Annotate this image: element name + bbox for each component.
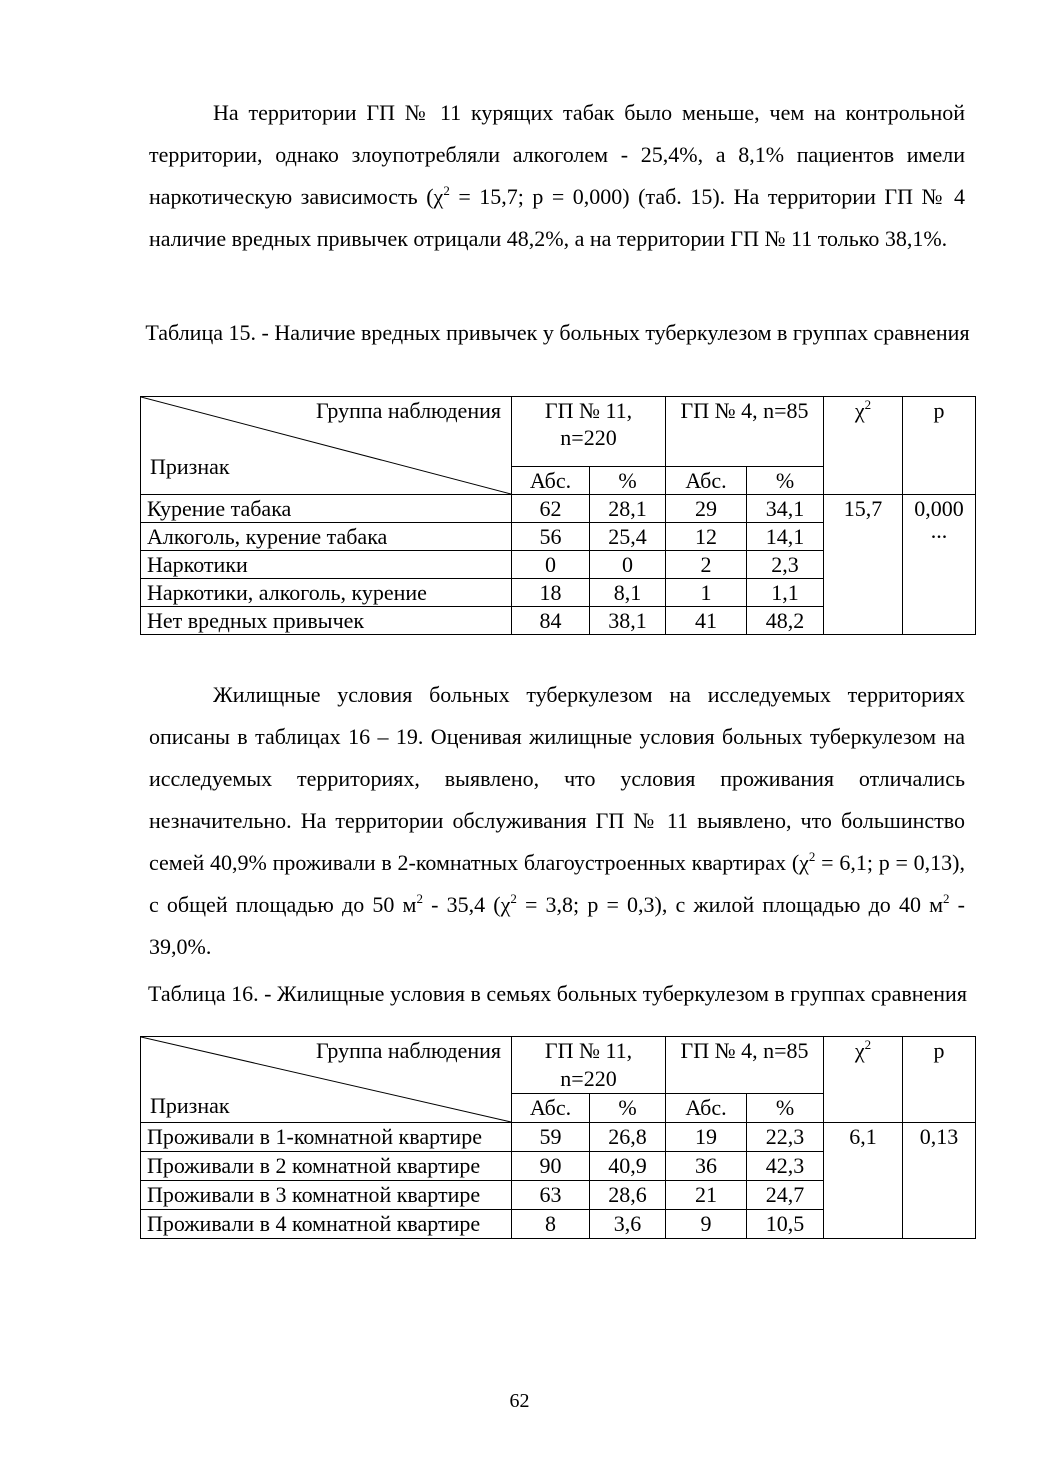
table1-header-row bbox=[141, 397, 976, 467]
table2-header-row bbox=[141, 1037, 976, 1094]
para1-text1: На территории ГП № 11 курящих табак было меньше, чем на контрольной территории, однако злоупотребляли алкоголем - 25,4%, а 8,1% пациентов имели наркотическую зависимость (χ bbox=[149, 100, 965, 209]
table2-gp4-header: ГП № 4, n=85 bbox=[666, 1037, 824, 1094]
table1-p-header: р bbox=[903, 397, 976, 495]
table2-group-label: Группа наблюдения bbox=[316, 1038, 501, 1063]
paragraph-housing bbox=[149, 674, 965, 968]
table2-p-header: р bbox=[903, 1037, 976, 1123]
abs-gp11: 18 bbox=[512, 579, 590, 607]
para2-sup2: 2 bbox=[416, 891, 423, 906]
table2-feature-label: Признак bbox=[150, 1093, 230, 1118]
abs-gp11: 90 bbox=[512, 1152, 590, 1181]
row-label: Проживали в 1-комнатной квартире bbox=[141, 1123, 512, 1152]
pct-gp4: 1,1 bbox=[747, 579, 824, 607]
row-label: Наркотики bbox=[141, 551, 512, 579]
table2-chi-value: 6,1 bbox=[824, 1123, 903, 1239]
para2-text3: - 35,4 (χ bbox=[422, 892, 511, 917]
abs-gp4: 12 bbox=[666, 523, 747, 551]
abs-gp11: 56 bbox=[512, 523, 590, 551]
row-label: Проживали в 2 комнатной квартире bbox=[141, 1152, 512, 1181]
table2-pct2: % bbox=[747, 1094, 824, 1123]
table2-gp11-header: ГП № 11, n=220 bbox=[512, 1037, 666, 1094]
pct-gp4: 24,7 bbox=[747, 1181, 824, 1210]
table2-diagonal-header bbox=[141, 1037, 512, 1123]
table-row bbox=[141, 1123, 976, 1152]
pct-gp4: 42,3 bbox=[747, 1152, 824, 1181]
page-number: 62 bbox=[509, 1390, 530, 1412]
para1-sup: 2 bbox=[443, 183, 450, 198]
abs-gp11: 62 bbox=[512, 495, 590, 523]
paragraph-habits bbox=[149, 92, 965, 260]
table2-chi-header: $\chi^2$ bbox=[824, 1037, 903, 1123]
para1-text2: = 15,7; р = 0,000) (таб. 15). На территории ГП № 4 наличие вредных привычек отрицали 48,2%, а на территории ГП № 11 только 38,1%. bbox=[149, 184, 965, 251]
para2-text2: = 6,1; р = 0,13), с общей площадью до 50 м bbox=[149, 850, 965, 917]
table2-pct1: % bbox=[590, 1094, 666, 1123]
table-16 bbox=[140, 1036, 976, 1239]
pct-gp11: 28,1 bbox=[590, 495, 666, 523]
row-label: Курение табака bbox=[141, 495, 512, 523]
para2-text1: Жилищные условия больных туберкулезом на исследуемых территориях описаны в таблицах 16 – 19. Оценивая жилищные условия больных туберкулезом на исследуемых территориях, выявлено, что условия проживания отличались незначительно. На территории обслуживания ГП № 11 выявлено, что большинство семей 40,9% проживали в 2-комнатных благоустроенных квартирах (χ bbox=[149, 682, 965, 875]
para2-sup3: 2 bbox=[510, 891, 517, 906]
abs-gp11: 84 bbox=[512, 607, 590, 635]
pct-gp11: 3,6 bbox=[590, 1210, 666, 1239]
abs-gp4: 1 bbox=[666, 579, 747, 607]
abs-gp4: 36 bbox=[666, 1152, 747, 1181]
table1-chi-header: $\chi^2$ bbox=[824, 397, 903, 495]
table2-p-value: 0,13 bbox=[903, 1123, 976, 1239]
pct-gp11: 8,1 bbox=[590, 579, 666, 607]
abs-gp11: 0 bbox=[512, 551, 590, 579]
pct-gp4: 10,5 bbox=[747, 1210, 824, 1239]
pct-gp11: 28,6 bbox=[590, 1181, 666, 1210]
row-label: Нет вредных привычек bbox=[141, 607, 512, 635]
pct-gp4: 22,3 bbox=[747, 1123, 824, 1152]
table1-abs2: Абс. bbox=[666, 467, 747, 495]
para2-text4: = 3,8; р = 0,3), с жилой площадью до 40 м bbox=[516, 892, 944, 917]
row-label: Проживали в 4 комнатной квартире bbox=[141, 1210, 512, 1239]
abs-gp11: 59 bbox=[512, 1123, 590, 1152]
table1-pct1: % bbox=[590, 467, 666, 495]
pct-gp4: 48,2 bbox=[747, 607, 824, 635]
table1-diagonal-header bbox=[141, 397, 512, 495]
para2-text5: - 39,0%. bbox=[149, 892, 966, 959]
row-label: Наркотики, алкоголь, курение bbox=[141, 579, 512, 607]
pct-gp4: 14,1 bbox=[747, 523, 824, 551]
table16-caption: Таблица 16. - Жилищные условия в семьях больных туберкулезом в группах сравнения bbox=[148, 981, 967, 1006]
table1-pct2: % bbox=[747, 467, 824, 495]
abs-gp4: 9 bbox=[666, 1210, 747, 1239]
pct-gp11: 25,4 bbox=[590, 523, 666, 551]
abs-gp4: 2 bbox=[666, 551, 747, 579]
table1-group-label: Группа наблюдения bbox=[316, 398, 501, 423]
abs-gp11: 63 bbox=[512, 1181, 590, 1210]
abs-gp4: 29 bbox=[666, 495, 747, 523]
table1-feature-label: Признак bbox=[150, 454, 230, 479]
table-row bbox=[141, 495, 976, 523]
table-15 bbox=[140, 396, 976, 635]
table2-abs1: Абс. bbox=[512, 1094, 590, 1123]
pct-gp4: 34,1 bbox=[747, 495, 824, 523]
table2-abs2: Абс. bbox=[666, 1094, 747, 1123]
table1-gp4-header: ГП № 4, n=85 bbox=[666, 397, 824, 467]
row-label: Проживали в 3 комнатной квартире bbox=[141, 1181, 512, 1210]
abs-gp4: 41 bbox=[666, 607, 747, 635]
row-label: Алкоголь, курение табака bbox=[141, 523, 512, 551]
pct-gp11: 40,9 bbox=[590, 1152, 666, 1181]
table1-chi-value: 15,7 bbox=[824, 495, 903, 635]
para2-sup1: 2 bbox=[808, 849, 816, 864]
para2-sup4: 2 bbox=[943, 891, 950, 906]
pct-gp11: 38,1 bbox=[590, 607, 666, 635]
table1-gp11-header: ГП № 11, n=220 bbox=[512, 397, 666, 467]
pct-gp11: 0 bbox=[590, 551, 666, 579]
abs-gp4: 19 bbox=[666, 1123, 747, 1152]
pct-gp4: 2,3 bbox=[747, 551, 824, 579]
table1-abs1: Абс. bbox=[512, 467, 590, 495]
table1-p-value: 0,000 ... bbox=[903, 495, 976, 635]
abs-gp11: 8 bbox=[512, 1210, 590, 1239]
abs-gp4: 21 bbox=[666, 1181, 747, 1210]
table15-caption: Таблица 15. - Наличие вредных привычек у больных туберкулезом в группах сравнения bbox=[145, 320, 970, 345]
pct-gp11: 26,8 bbox=[590, 1123, 666, 1152]
